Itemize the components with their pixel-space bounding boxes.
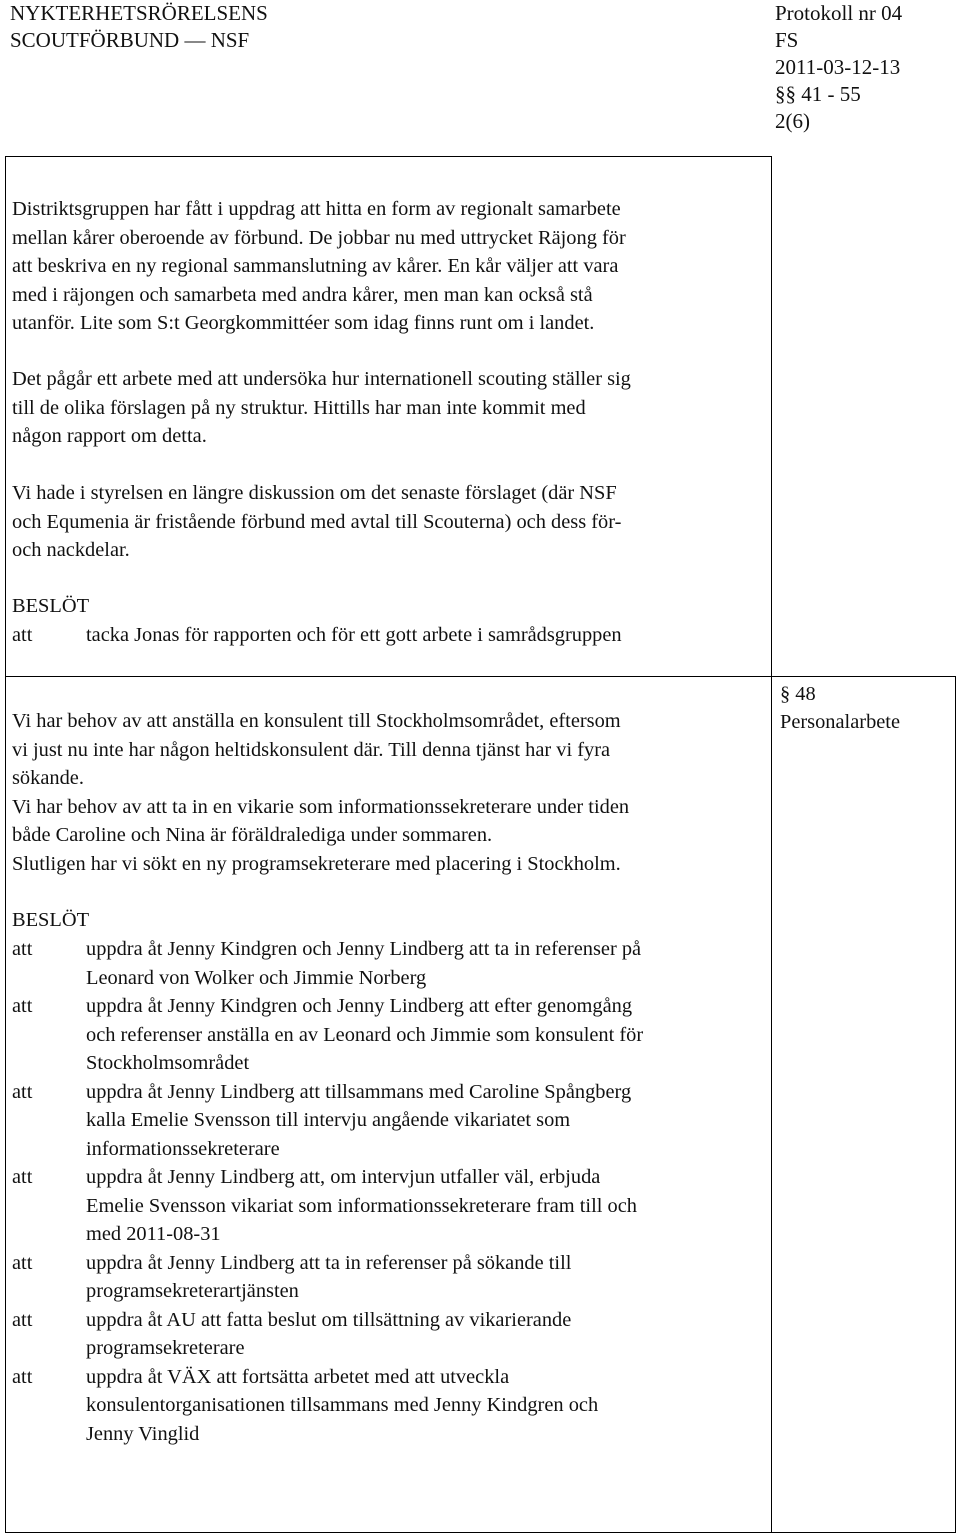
text-line: Emelie Svensson vikariat som informationssekreterare fram till och: [86, 1194, 637, 1217]
text-line: uppdra åt Jenny Kindgren och Jenny Lindberg att ta in referenser på: [86, 938, 642, 960]
organization-name-line2: SCOUTFÖRBUND — NSF: [10, 28, 250, 52]
section-number: § 48: [780, 683, 816, 705]
decision-item: [12, 1249, 643, 1306]
text-line: Vi har behov av att anställa en konsulent till Stockholmsområdet, eftersom: [12, 710, 621, 732]
decision-att: att: [12, 995, 33, 1017]
text-line: programsekreterartjänsten: [86, 1280, 299, 1302]
text-line: Jenny Vinglid: [86, 1422, 200, 1445]
protocol-code: FS: [775, 28, 799, 52]
text-line: vi just nu inte har någon heltidskonsulent där. Till denna tjänst har vi fyra: [12, 738, 611, 761]
text-line: att beskriva en ny regional sammanslutning av kårer. En kår väljer att vara: [12, 255, 619, 277]
decision-item: [12, 1163, 643, 1249]
decision-item: [12, 992, 643, 1078]
text-line: uppdra åt Jenny Lindberg att ta in referenser på sökande till: [86, 1251, 572, 1274]
decision-att: att: [12, 1308, 33, 1331]
text-line: Vi har behov av att ta in en vikarie som informationssekreterare under tiden: [12, 795, 630, 818]
text-line: och referenser anställa en av Leonard och Jimmie som konsulent för: [86, 1023, 644, 1046]
text-line: till de olika förslagen på ny struktur. Hittills har man inte kommit med: [12, 396, 586, 419]
table-border-top: [5, 156, 771, 157]
text-line: någon rapport om detta.: [12, 425, 207, 447]
organization-name-line1: NYKTERHETSRÖRELSENS: [10, 1, 268, 25]
decision-att: att: [12, 938, 33, 960]
text-line: uppdra åt Jenny Kindgren och Jenny Lindberg att efter genomgång: [86, 995, 633, 1017]
table-border-right: [955, 676, 956, 1533]
text-line: uppdra åt Jenny Lindberg att, om intervjun utfaller väl, erbjuda: [86, 1166, 601, 1188]
table-divider-column: [771, 156, 772, 1533]
text-line: med 2011-08-31: [86, 1223, 221, 1245]
decision-item: [12, 1363, 643, 1449]
text-line: Stockholmsområdet: [86, 1052, 250, 1074]
text-line: både Caroline och Nina är föräldralediga under sommaren.: [12, 824, 493, 846]
text-line: Vi hade i styrelsen en längre diskussion om det senaste förslaget (där NSF: [12, 482, 617, 504]
decision-item: [12, 1078, 643, 1164]
text-line: Leonard von Wolker och Jimmie Norberg: [86, 966, 427, 989]
text-line: programsekreterare: [86, 1337, 245, 1359]
table-border-bottom: [5, 1532, 956, 1533]
protocol-date: 2011-03-12-13: [775, 55, 901, 79]
text-line: med i räjongen och samarbeta med andra kårer, men man kan också stå: [12, 283, 593, 306]
page-indicator: 2(6): [775, 109, 810, 133]
text-line: Distriktsgruppen har fått i uppdrag att hitta en form av regionalt samarbete: [12, 198, 621, 220]
text-line: Slutligen har vi sökt en ny programsekreterare med placering i Stockholm.: [12, 852, 621, 875]
text-line: uppdra åt AU att fatta beslut om tillsättning av vikarierande: [86, 1308, 572, 1331]
decision-att: att: [12, 1080, 33, 1103]
text-line: kalla Emelie Svensson till intervju angående vikariatet som: [86, 1109, 571, 1131]
section1-paragraph2: [12, 365, 631, 451]
section2-paragraph1: [12, 707, 629, 878]
decision-item: [12, 1306, 643, 1363]
protocol-number: Protokoll nr 04: [775, 1, 903, 25]
text-line: och Equmenia är fristående förbund med avtal till Scouterna) och dess för-: [12, 510, 622, 533]
decision-item: [12, 935, 643, 992]
decision-att: att: [12, 1166, 33, 1188]
section1-paragraph3: [12, 479, 621, 565]
protocol-sections: §§ 41 - 55: [775, 82, 861, 106]
section-title: Personalarbete: [780, 711, 901, 733]
section1-paragraph1: [12, 195, 626, 338]
text-line: Det pågår ett arbete med att undersöka hur internationell scouting ställer sig: [12, 368, 631, 390]
table-border-left: [5, 156, 6, 1533]
text-line: utanför. Lite som S:t Georgkommittéer som idag finns runt om i landet.: [12, 312, 595, 334]
text-line: uppdra åt VÄX att fortsätta arbetet med att utveckla: [86, 1365, 510, 1388]
text-line: mellan kårer oberoende av förbund. De jobbar nu med uttrycket Räjong för: [12, 226, 626, 249]
text-line: konsulentorganisationen tillsammans med Jenny Kindgren och: [86, 1394, 599, 1416]
decision-att: att: [12, 1365, 33, 1388]
decision-item: [12, 621, 622, 650]
text-line: sökande.: [12, 767, 84, 789]
decision-att: att: [12, 1251, 33, 1274]
table-row-divider: [5, 676, 956, 677]
decision-text: tacka Jonas för rapporten och för ett gott arbete i samrådsgruppen: [86, 624, 622, 646]
decision-heading: BESLÖT: [12, 909, 90, 931]
decision-heading: BESLÖT: [12, 595, 90, 617]
text-line: informationssekreterare: [86, 1137, 280, 1160]
decision-list: [12, 935, 643, 1448]
text-line: uppdra åt Jenny Lindberg att tillsammans med Caroline Spångberg: [86, 1080, 632, 1103]
text-line: och nackdelar.: [12, 539, 130, 561]
decision-att: att: [12, 624, 33, 646]
